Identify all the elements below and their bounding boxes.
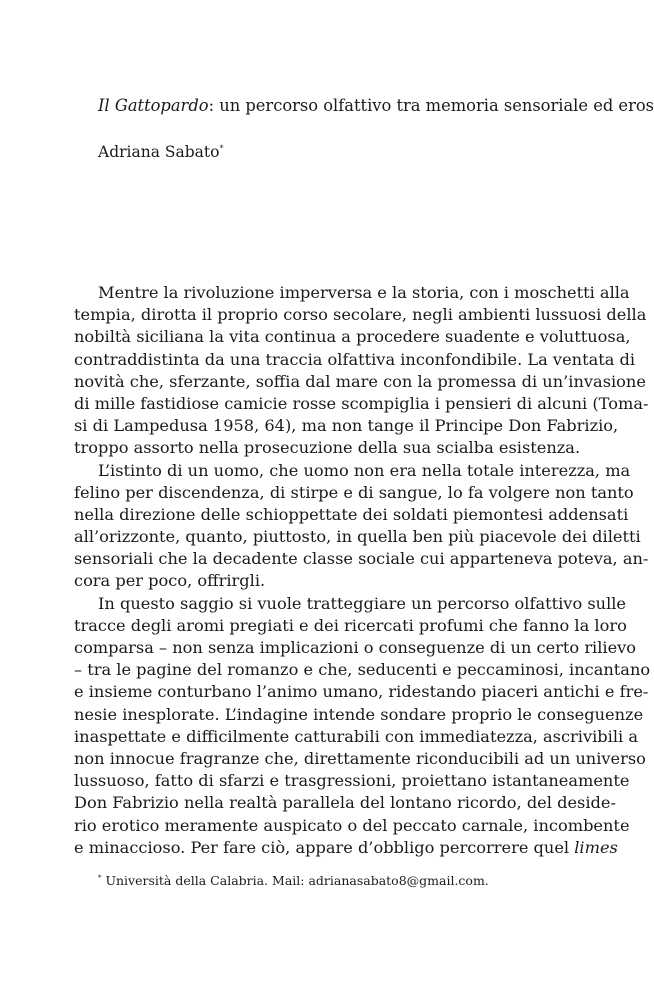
body-line-italic-word: limes bbox=[574, 837, 618, 857]
body-line: nobiltà siciliana la vita continua a procedere suadente e voluttuosa, bbox=[74, 327, 631, 347]
author-name: Adriana Sabato bbox=[98, 143, 220, 161]
body-line-last bbox=[74, 837, 618, 859]
body-line: – tra le pagine del romanzo e che, seducenti e peccaminosi, incantano bbox=[74, 660, 651, 680]
body-line: inaspettate e difficilmente catturabili con immediatezza, ascrivibili a bbox=[74, 726, 638, 746]
article-author bbox=[98, 142, 223, 162]
body-line: L’istinto di un uomo, che uomo non era nella totale interezza, ma bbox=[98, 460, 631, 480]
body-line: felino per discendenza, di stirpe e di sangue, lo fa volgere non tanto bbox=[74, 482, 634, 502]
body-line: tracce degli aromi pregiati e dei ricercati profumi che fanno la loro bbox=[74, 615, 627, 635]
body-line: nesie inesplorate. L’indagine intende sondare proprio le conseguenze bbox=[74, 704, 644, 724]
body-line: e insieme conturbano l’animo umano, ridestando piaceri antichi e fre- bbox=[74, 682, 649, 702]
body-line: comparsa – non senza implicazioni o conseguenze di un certo rilievo bbox=[74, 638, 637, 657]
body-text bbox=[74, 282, 651, 859]
body-line: rio erotico meramente auspicato o del peccato carnale, incombente bbox=[74, 815, 630, 835]
body-line: tempia, dirotta il proprio corso secolare, negli ambienti lussuosi della bbox=[74, 305, 647, 325]
body-line: nella direzione delle schioppettate dei soldati piemontesi addensati bbox=[74, 504, 629, 524]
body-line: sensoriali che la decadente classe sociale cui apparteneva poteva, an- bbox=[74, 549, 649, 569]
body-line: troppo assorto nella prosecuzione della sua scialba esistenza. bbox=[74, 438, 581, 458]
body-line: lussuoso, fatto di sfarzi e trasgressioni, proiettano istantaneamente bbox=[74, 771, 630, 791]
body-line: all’orizzonte, quanto, piuttosto, in quella ben più piacevole dei diletti bbox=[74, 527, 641, 547]
article-title bbox=[98, 95, 654, 117]
footnote-mark: * bbox=[98, 873, 102, 882]
footnote-text: Università della Calabria. Mail: adrianasabato8@gmail.com. bbox=[101, 873, 489, 888]
article-title-work: Il Gattopardo bbox=[98, 96, 209, 115]
footnote bbox=[98, 873, 489, 889]
body-line: si di Lampedusa 1958, 64), ma non tange il Principe Don Fabrizio, bbox=[74, 416, 619, 436]
body-line: non innocue fragranze che, direttamente riconducibili ad un universo bbox=[74, 748, 646, 768]
body-line: di mille fastidiose camicie rosse scompiglia i pensieri di alcuni (Toma- bbox=[74, 393, 649, 413]
body-line: contraddistinta da una traccia olfattiva inconfondibile. La ventata di bbox=[74, 349, 636, 369]
body-line: Don Fabrizio nella realtà parallela del lontano ricordo, del deside- bbox=[74, 793, 616, 813]
author-footnote-mark: * bbox=[219, 143, 224, 153]
body-line: novità che, sferzante, soffia dal mare con la promessa di un’invasione bbox=[74, 371, 646, 391]
body-line: cora per poco, offrirgli. bbox=[74, 571, 266, 591]
body-line: Mentre la rivoluzione imperversa e la storia, con i moschetti alla bbox=[98, 283, 630, 302]
body-line: In questo saggio si vuole tratteggiare un percorso olfattivo sulle bbox=[98, 593, 627, 613]
article-title-rest: : un percorso olfattivo tra memoria sensoriale ed eros bbox=[208, 96, 654, 115]
body-line-text: e minaccioso. Per fare ciò, appare d’obbligo percorrere quel bbox=[74, 837, 575, 857]
